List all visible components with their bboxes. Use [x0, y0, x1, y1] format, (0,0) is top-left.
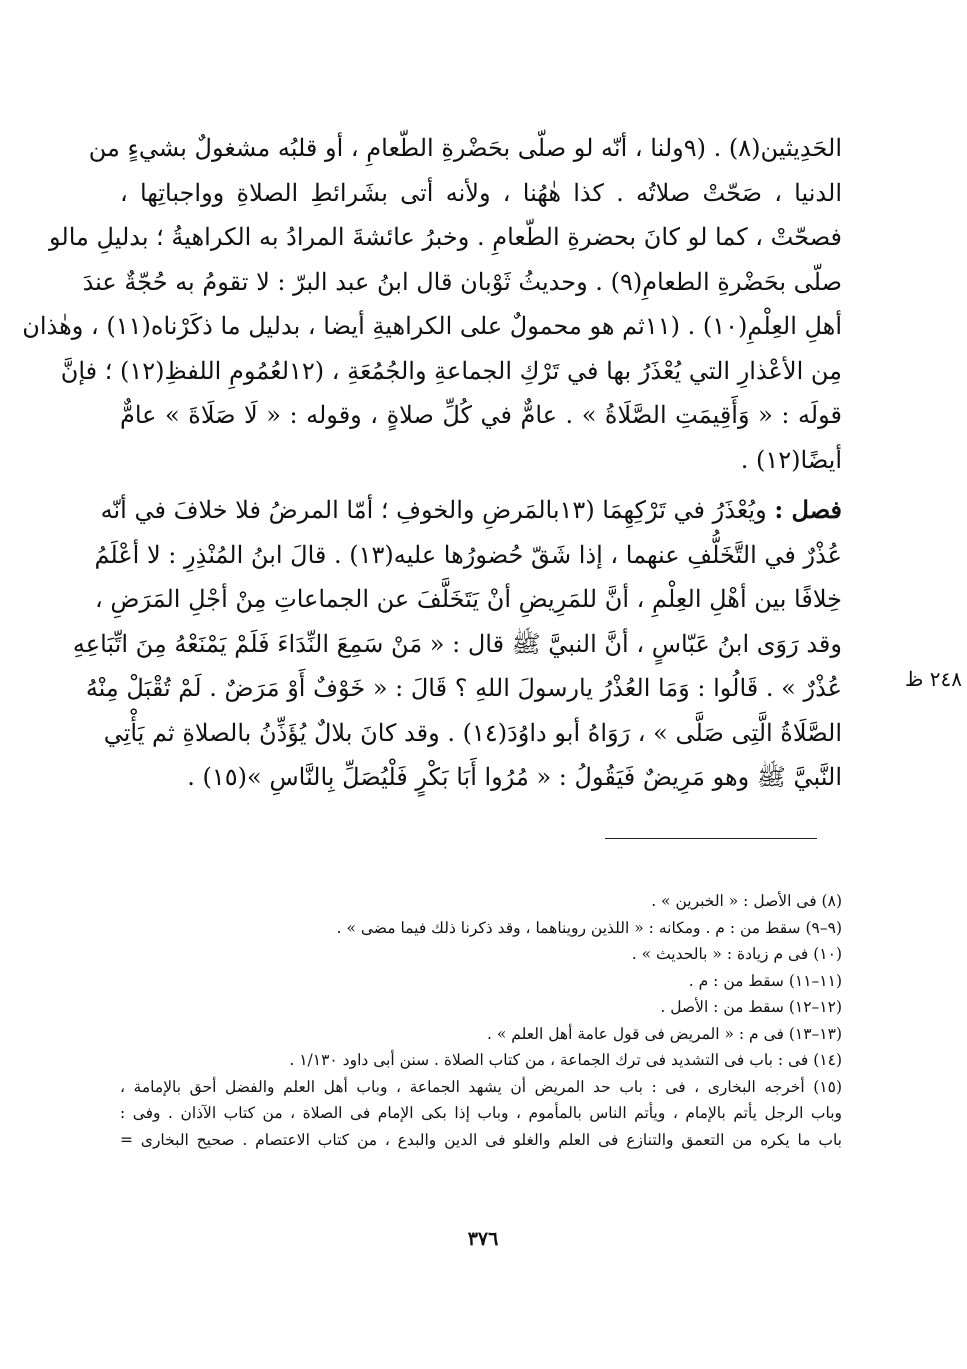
- text-line: وقد رَوَى ابنُ عَبّاسٍ ، أنَّ النبيَّ ﷺ قال : « مَنْ سَمِعَ النِّدَاءَ فَلَمْ يَمْنَعْهُ مِنَ اتِّبَاعِهِ: [72, 629, 842, 658]
- footnote: (٨) فى الأصل : « الخبرين » .: [651, 892, 842, 910]
- text-line: قولَه : « وَأَقِيمَتِ الصَّلَاةُ » . عامٌّ في كُلِّ صلاةٍ ، وقوله : « لَا صَلَاةَ » عامٌّ: [120, 401, 842, 429]
- footnote-separator: [605, 838, 817, 839]
- footnote: (٩–٩) سقط من : م . ومكانه : « اللذين رويناهما ، وقد ذكرنا ذلك فيما مضى » .: [336, 918, 842, 937]
- text-line: عُذْرٌ في التَّخَلُّفِ عنهما ، إذا شَقّ حُضورُها عليه(١٣) . قالَ ابنُ المُنْذِرِ : لا أعْلَمُ: [94, 540, 842, 569]
- text-line: الدنيا ، صَحّتْ صلاتُه . كذا هٰهُنا ، ولأنه أتى بشَرائطِ الصلاةِ وواجباتِها ،: [120, 178, 842, 207]
- footnote: (١٢–١٢) سقط من : الأصل .: [660, 998, 842, 1016]
- text-line: أيضًا(١٢) .: [740, 445, 842, 474]
- text-line: أهلِ العِلْمِ(١٠) . (١١ثم هو محمولٌ على الكراهيةِ أيضا ، بدليل ما ذكَرْناه(١١) ، وهٰذان: [22, 312, 842, 340]
- text-line: مِن الأعْذارِ التي يُعْذَرُ بها في تَرْكِ الجماعةِ والجُمُعَةِ ، (١٢لعُمُومِ اللفظِ(١٢) ؛ فإنَّ: [60, 356, 842, 385]
- text-line: صلّى بحَضْرةِ الطعامِ(٩) . وحديثُ ثَوْبان قال ابنُ عبد البرّ : لا تقومُ به حُجّةٌ عندَ: [82, 267, 842, 296]
- footnote: (١٥) أخرجه البخارى ، فى : باب حد المريض أن يشهد الجماعة ، وباب أهل العلم والفضل أحق بالإمامة ،: [120, 1077, 842, 1096]
- footnote-continuation: باب ما يكره من التعمق والتنازع فى العلم والغلو فى الدين والبدع ، من كتاب الاعتصام . صحيح البخارى =: [120, 1130, 842, 1149]
- text-line: الحَدِيثين(٨) . (٩ولنا ، أنّه لو صلّى بحَضْرةِ الطّعامِ ، أو قلبُه مشغولٌ بشيءٍ من: [88, 134, 842, 162]
- text-line: عُذْرٌ » . قَالُوا : وَمَا العُذْرُ يارسولَ اللهِ ؟ قَالَ : « خَوْفٌ أَوْ مَرَضٌ . لَمْ تُقْبَلْ مِنْهُ: [85, 674, 842, 702]
- text-line: فصحّتْ ، كما لو كانَ بحضرةِ الطّعامِ . وخبرُ عائشةَ المرادُ به الكراهيةُ ؛ بدليلِ مالو: [49, 223, 842, 251]
- footnote: (١٣–١٣) فى م : « المريض فى قول عامة أهل العلم » .: [487, 1024, 842, 1043]
- main-paragraph-2: [72, 488, 842, 800]
- footnote-continuation: وباب الرجل يأتم بالإمام ، ويأتم الناس بالمأموم ، وباب إذا بكى الإمام فى الصلاة ، من كتاب الآذان . وفى :: [120, 1104, 842, 1122]
- footnotes: [120, 888, 842, 1153]
- footnote: (١٠) فى م زيادة : « بالحديث » .: [631, 945, 842, 963]
- main-paragraph-1: [22, 126, 842, 482]
- text-line-first: [100, 488, 842, 533]
- page-number: ٣٧٦: [467, 1228, 499, 1250]
- footnote: (١١–١١) سقط من : م .: [688, 971, 842, 990]
- text-line: النَّبيَّ ﷺ وهو مَرِيضٌ فَيَقُولُ : « مُرُوا أَبَا بَكْرٍ فَلْيُصَلِّ بِالنَّاسِ »(١٥) .: [187, 763, 842, 791]
- text-line-rest: ويُعْذَرُ في تَرْكِهِمَا (١٣بالمَرضِ والخوفِ ؛ أمّا المرضُ فلا خلافَ في أنّه: [100, 496, 775, 524]
- text-line: خِلافًا بين أهْلِ العِلْمِ ، أنَّ للمَرِيضِ أنْ يَتَخَلَّفَ عن الجماعاتِ مِنْ أجْلِ المَرَضِ ،: [94, 585, 842, 613]
- manuscript-margin-note: ٢٤٨ ظ: [904, 667, 962, 691]
- section-heading-fasl: فصل :: [774, 495, 842, 524]
- footnote: (١٤) فى : باب فى التشديد فى ترك الجماعة ، من كتاب الصلاة . سنن أبى داود ١/١٣٠ .: [289, 1051, 842, 1069]
- text-line: الصَّلَاةُ الَّتِى صَلَّى » ، رَوَاهُ أبو داوُدَ(١٤) . وقد كانَ بلالٌ يُؤَذِّنُ بالصلاةِ ثم يَأْتِي: [103, 718, 842, 747]
